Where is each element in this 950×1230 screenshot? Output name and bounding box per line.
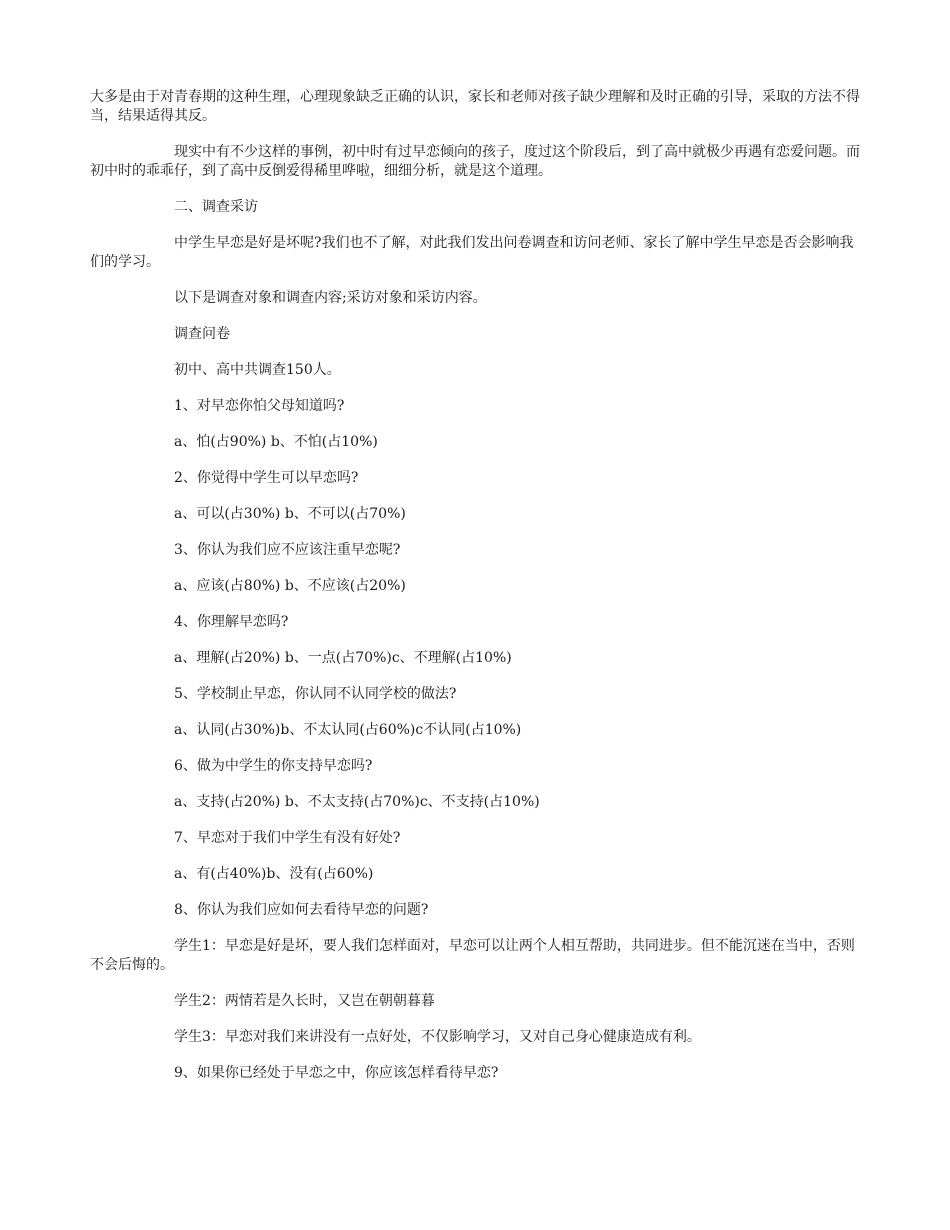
question-7: 7、早恋对于我们中学生有没有好处? — [174, 830, 401, 846]
question-6: 6、做为中学生的你支持早恋吗? — [174, 758, 373, 774]
document-page — [90, 88, 860, 1083]
student-3-response: 学生3：早恋对我们来讲没有一点好处，不仅影响学习，又对自己身心健康造成有利。 — [174, 1029, 701, 1045]
answer-5: a、认同(占30%)b、不太认同(占60%)c不认同(占10%) — [174, 722, 522, 738]
question-9: 9、如果你已经处于早恋之中，你应该怎样看待早恋? — [174, 1065, 499, 1081]
question-8: 8、你认为我们应如何去看待早恋的问题? — [174, 902, 429, 918]
answer-1: a、怕(占90%) b、不怕(占10%) — [174, 434, 378, 450]
questionnaire-title: 调查问卷 — [174, 326, 230, 342]
answer-7: a、有(占40%)b、没有(占60%) — [174, 866, 374, 882]
question-1: 1、对早恋你怕父母知道吗? — [174, 398, 345, 414]
paragraph-real-examples: 现实中有不少这样的事例，初中时有过早恋倾向的孩子，度过这个阶段后，到了高中就极少再遇有恋爱问题。而初中时的乖乖仔，到了高中反倒爱得稀里哗啦，细细分析，就是这个道理。 — [90, 144, 860, 179]
answer-6: a、支持(占20%) b、不太支持(占70%)c、不支持(占10%) — [174, 794, 540, 810]
question-3: 3、你认为我们应不应该注重早恋呢? — [174, 542, 401, 558]
question-5: 5、学校制止早恋，你认同不认同学校的做法? — [174, 686, 457, 702]
student-1-response: 学生1：早恋是好是坏，要人我们怎样面对，早恋可以让两个人相互帮助，共同进步。但不能沉迷在当中，否则不会后悔的。 — [90, 938, 855, 973]
answer-4: a、理解(占20%) b、一点(占70%)c、不理解(占10%) — [174, 650, 512, 666]
survey-count: 初中、高中共调查150人。 — [174, 362, 341, 378]
question-2: 2、你觉得中学生可以早恋吗? — [174, 470, 359, 486]
answer-3: a、应该(占80%) b、不应该(占20%) — [174, 578, 406, 594]
student-2-response: 学生2：两情若是久长时，又岂在朝朝暮暮 — [174, 993, 435, 1009]
paragraph-intro-continuation: 大多是由于对青春期的这种生理，心理现象缺乏正确的认识，家长和老师对孩子缺少理解和及时正确的引导，采取的方法不得当，结果适得其反。 — [90, 89, 860, 124]
answer-2: a、可以(占30%) b、不可以(占70%) — [174, 506, 406, 522]
paragraph-survey-objects: 以下是调查对象和调查内容;采访对象和采访内容。 — [174, 290, 487, 306]
question-4: 4、你理解早恋吗? — [174, 614, 289, 630]
section-heading-survey: 二、调查采访 — [174, 199, 258, 215]
paragraph-survey-purpose: 中学生早恋是好是坏呢?我们也不了解，对此我们发出问卷调查和访问老师、家长了解中学生早恋是否会影响我们的学习。 — [90, 235, 854, 270]
